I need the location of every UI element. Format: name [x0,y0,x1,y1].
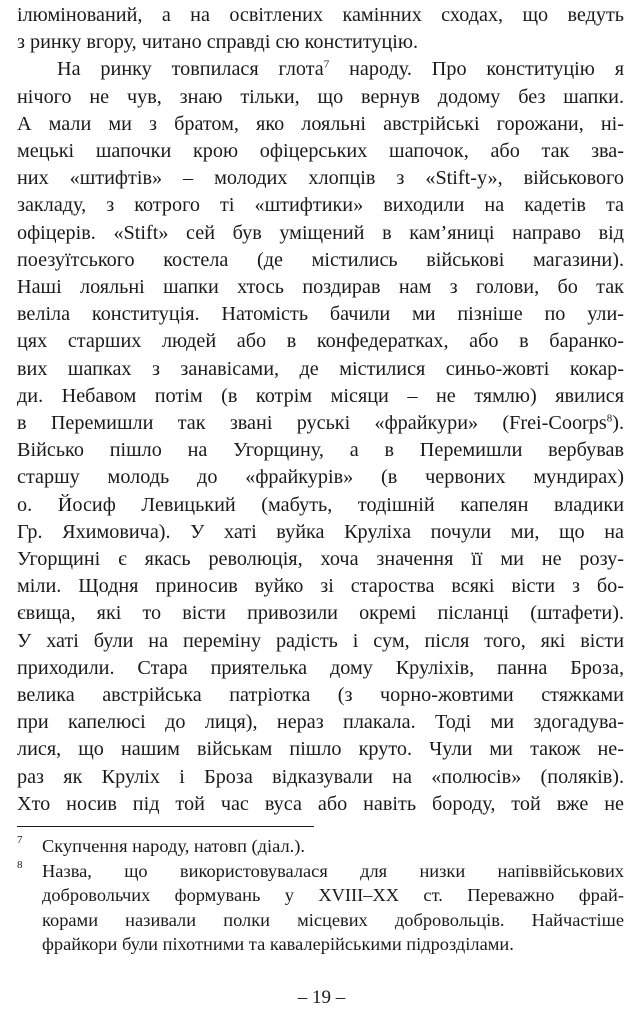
footnote-line: добровольчих формувань у XVIII–XX ст. Переважно фрай- [42,885,624,905]
text-line: лися, що нашим військам пішло круто. Чули ми також не- [17,738,624,761]
text-line: поезуїтського костела (де містились військові магазини). [17,248,624,271]
text-line: них «штифтів» – молодих хлопців з «Stift-у», військового [17,167,624,190]
text-line: євища, які то вісти привозили окремі післанці (штафети). [17,602,624,625]
footnote-line: Скупчення народу, натовп (діал.). [42,836,305,856]
text-line: мецькі шапочки крою офіцерських шапочок, або так зва- [17,140,624,163]
text-line: міли. Щодня приносив вуйко зі староства всякі вісти з бо- [17,575,624,598]
text-line: Гр. Яхимовича). У хаті вуйка Круліха почули ми, що на [17,520,624,543]
text-line: нічого не чув, знаю тільки, що вернув додому без шапки. [17,85,624,108]
footnote [17,859,624,957]
text-line: о. Йосиф Левицький (мабуть, тодішній капелян владики [17,493,624,516]
text-line: Військо пішло на Угорщину, а в Перемишли вербував [17,439,624,462]
page-number: – 19 – [297,987,346,1008]
text-line: раз як Круліх і Броза відказували на «полюсів» (поляків). [17,765,624,788]
text-line: ілюмінований, а на освітлених камінних сходах, що ведуть [17,4,624,26]
text-line: велика австрійська патріотка (з чорно-жовтими стяжками [17,684,624,707]
text-line: цях старших людей або в конфедератках, або в баранко- [17,330,624,353]
footnote-divider [17,826,314,827]
main-text [17,2,624,818]
text-line: приходили. Стара приятелька дому Круліхів, панна Броза, [17,656,624,679]
footnotes [17,834,624,957]
footnote-ref[interactable]: 7 [323,58,330,71]
text-line: Наші лояльні шапки хтось поздирав нам з голови, бо так [17,276,624,299]
text-line: при капелюсі до лиця), нераз плакала. Тоді ми здогадува- [17,711,624,734]
footnote-number: 8 [17,858,23,871]
text-line: На ринку товпилася глота$^7$ народу. Про конституцію я [57,58,624,81]
footnote [17,834,624,859]
text-line: з ринку вгору, читано справді сю конституцію. [17,31,419,54]
text-line: А мали ми з братом, яко лояльні австрійські горожани, ні- [17,112,624,135]
text-line: ди. Небавом потім (в котрім місяци – не тямлю) явилися [17,384,624,407]
footnote-line: фрайкори були піхотними та кавалерійськими підрозділами. [42,934,514,954]
page-body [17,2,624,818]
text-line: Хто носив під той час вуса або навіть бороду, той вже не [17,792,624,815]
text-line: офіцерів. «Stift» сей був уміщений в кам’яниці направо від [17,221,624,244]
footnote-ref[interactable]: 8 [606,412,613,425]
text-line: старшу молодь до «фрайкурів» (в червоних мундирах) [17,466,624,489]
text-line: вих шапках з занавісами, де містилися синьо-жовті кокар- [17,357,624,380]
text-line: У хаті були на переміну радість і сум, після того, які вісти [17,629,624,652]
footnote-line: корами називали полки місцевих добровольців. Найчастіше [42,909,624,930]
text-line: в Перемишли так звані руські «фрайкури» (Frei-Coorps$^8$). [17,412,624,435]
text-line: закладу, з котрого ті «штифтики» виходили на кадетів та [17,194,624,217]
footnote-line: Назва, що використовувалася для низки напіввійськових [42,860,624,881]
text-line: веліла конституція. Натомість бачили ми пізніше по ули- [17,303,624,326]
footnote-number: 7 [17,834,23,846]
text-line: Угорщині є якась революція, хоча значення її ми не розу- [17,548,624,571]
